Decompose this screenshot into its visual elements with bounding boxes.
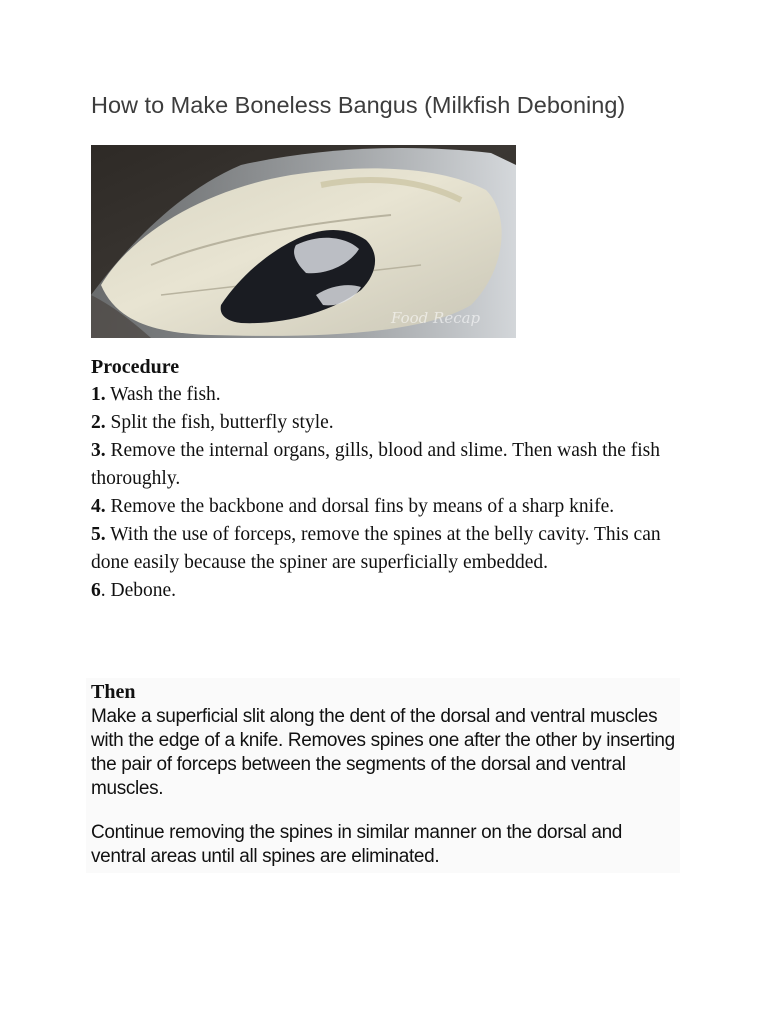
then-heading: Then bbox=[91, 681, 136, 703]
procedure-step-6: 6. Debone. bbox=[91, 580, 177, 601]
procedure-step-3: 3. Remove the internal organs, gills, blood and slime. Then wash the fish thoroughly. bbox=[91, 440, 661, 489]
then-paragraph-2: Continue removing the spines in similar manner on the dorsal and ventral areas until all spines are eliminated. bbox=[91, 822, 623, 867]
procedure-step-4: 4. Remove the backbone and dorsal fins by means of a sharp knife. bbox=[91, 496, 615, 517]
page-title: How to Make Boneless Bangus (Milkfish Deboning) bbox=[91, 92, 626, 118]
procedure-section bbox=[91, 353, 691, 605]
procedure-heading: Procedure bbox=[91, 356, 180, 378]
then-paragraph-1: Make a superficial slit along the dent of the dorsal and ventral muscles with the edge of a knife. Removes spines one after the other by inserting the pair of forceps between the segments of the dorsal and ventral muscles. bbox=[91, 706, 675, 799]
fish-photo bbox=[91, 145, 516, 338]
procedure-step-5: 5. With the use of forceps, remove the spines at the belly cavity. This can done easily because the spiner are superficially embedded. bbox=[91, 524, 661, 573]
photo-watermark: Food Recap bbox=[391, 309, 481, 327]
procedure-step-2: 2. Split the fish, butterfly style. bbox=[91, 412, 334, 433]
procedure-step-1: 1. Wash the fish. bbox=[91, 384, 221, 405]
